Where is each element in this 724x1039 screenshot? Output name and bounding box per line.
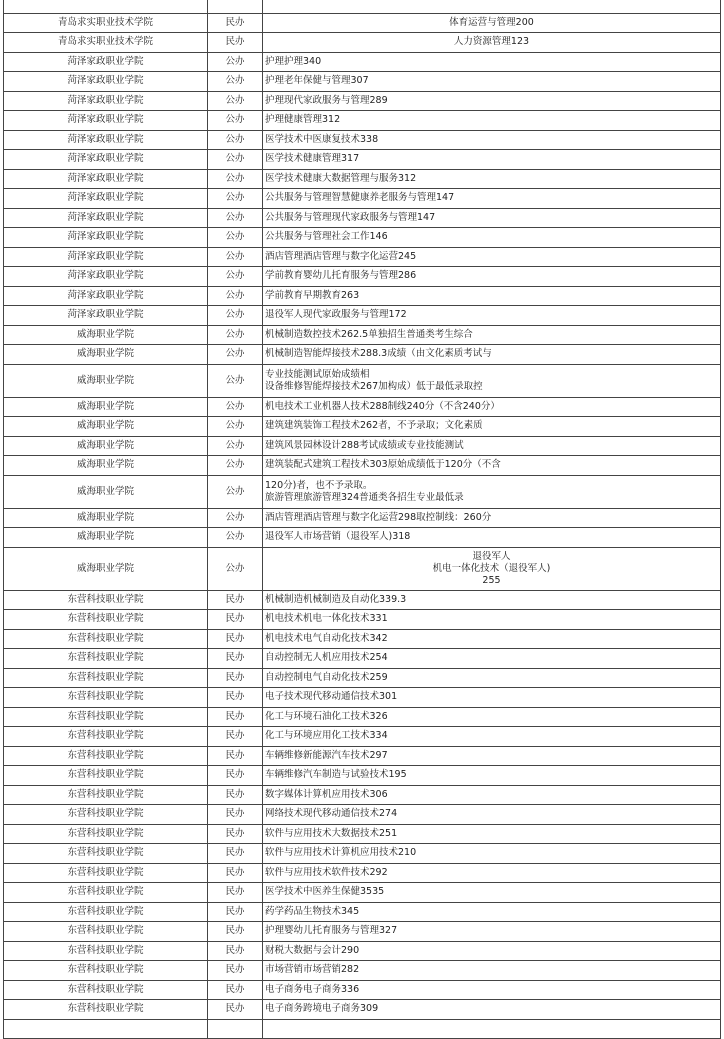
ownership-type-cell: 公办	[208, 547, 263, 590]
table-row	[4, 111, 721, 131]
ownership-type-cell: 民办	[208, 707, 263, 727]
table-row	[4, 922, 721, 942]
major-score-line: 设备维修智能焊接技术267加构成）低于最低录取控	[265, 380, 483, 392]
school-name-cell: 菏泽家政职业学院	[4, 169, 208, 189]
school-name-cell: 东营科技职业学院	[4, 629, 208, 649]
school-name-cell: 威海职业学院	[4, 345, 208, 365]
school-name-cell: 威海职业学院	[4, 325, 208, 345]
ownership-type-cell: 公办	[208, 475, 263, 508]
major-score-line: 旅游管理旅游管理324普通类各招生专业最低录	[265, 491, 464, 503]
school-name-cell: 东营科技职业学院	[4, 590, 208, 610]
admission-scores-table	[3, 0, 721, 1039]
table-row	[4, 649, 721, 669]
table-row	[4, 364, 721, 397]
table-row	[4, 610, 721, 630]
major-score-cell: 护理健康管理312	[263, 111, 721, 131]
school-name-cell: 菏泽家政职业学院	[4, 208, 208, 228]
school-name-cell: 菏泽家政职业学院	[4, 52, 208, 72]
major-score-cell: 电子商务电子商务336	[263, 980, 721, 1000]
table-row	[4, 805, 721, 825]
major-score-cell: 公共服务与管理现代家政服务与管理147	[263, 208, 721, 228]
table-row	[4, 397, 721, 417]
ownership-type-cell: 公办	[208, 364, 263, 397]
ownership-type-cell: 公办	[208, 508, 263, 528]
ownership-type-cell: 公办	[208, 345, 263, 365]
school-name-cell: 东营科技职业学院	[4, 688, 208, 708]
major-score-cell: 护理护理340	[263, 52, 721, 72]
school-name-cell: 东营科技职业学院	[4, 805, 208, 825]
table-row	[4, 228, 721, 248]
ownership-type-cell: 民办	[208, 883, 263, 903]
major-score-cell: 建筑建筑装饰工程技术262者，不予录取；文化素质	[263, 417, 721, 437]
major-score-cell: 财税大数据与会计290	[263, 941, 721, 961]
ownership-type-cell	[208, 1019, 263, 1039]
table-row	[4, 629, 721, 649]
table-row	[4, 902, 721, 922]
table-row	[4, 707, 721, 727]
table-row	[4, 150, 721, 170]
ownership-type-cell: 公办	[208, 528, 263, 548]
table-row	[4, 91, 721, 111]
ownership-type-cell: 民办	[208, 746, 263, 766]
school-name-cell: 东营科技职业学院	[4, 727, 208, 747]
major-score-cell: 车辆维修新能源汽车技术297	[263, 746, 721, 766]
table-row	[4, 727, 721, 747]
ownership-type-cell: 民办	[208, 1000, 263, 1020]
major-score-cell: 医学技术健康大数据管理与服务312	[263, 169, 721, 189]
ownership-type-cell: 公办	[208, 397, 263, 417]
table-row	[4, 1019, 721, 1039]
ownership-type-cell: 公办	[208, 169, 263, 189]
table-row	[4, 325, 721, 345]
major-score-cell: 机械制造机械制造及自动化339.3	[263, 590, 721, 610]
major-score-cell	[263, 0, 721, 13]
major-score-line: 120分)者，也不予录取。	[265, 479, 373, 491]
school-name-cell: 东营科技职业学院	[4, 1000, 208, 1020]
school-name-cell: 东营科技职业学院	[4, 941, 208, 961]
school-name-cell: 东营科技职业学院	[4, 863, 208, 883]
table-row	[4, 746, 721, 766]
school-name-cell: 东营科技职业学院	[4, 883, 208, 903]
ownership-type-cell: 公办	[208, 325, 263, 345]
major-score-cell: 酒店管理酒店管理与数字化运营245	[263, 247, 721, 267]
ownership-type-cell: 公办	[208, 306, 263, 326]
major-score-cell: 市场营销市场营销282	[263, 961, 721, 981]
table-row	[4, 668, 721, 688]
major-score-cell	[263, 364, 721, 397]
school-name-cell	[4, 1019, 208, 1039]
school-name-cell: 青岛求实职业技术学院	[4, 33, 208, 53]
major-score-cell: 护理老年保健与管理307	[263, 72, 721, 92]
school-name-cell: 威海职业学院	[4, 475, 208, 508]
school-name-cell: 菏泽家政职业学院	[4, 228, 208, 248]
ownership-type-cell: 民办	[208, 922, 263, 942]
ownership-type-cell: 公办	[208, 150, 263, 170]
table-row	[4, 590, 721, 610]
major-score-cell: 软件与应用技术大数据技术251	[263, 824, 721, 844]
major-score-cell: 机电技术电气自动化技术342	[263, 629, 721, 649]
school-name-cell: 菏泽家政职业学院	[4, 72, 208, 92]
ownership-type-cell: 民办	[208, 668, 263, 688]
school-name-cell: 菏泽家政职业学院	[4, 91, 208, 111]
table-row	[4, 941, 721, 961]
ownership-type-cell: 公办	[208, 189, 263, 209]
school-name-cell: 东营科技职业学院	[4, 902, 208, 922]
major-score-cell: 建筑装配式建筑工程技术303原始成绩低于120分（不含	[263, 456, 721, 476]
school-name-cell: 东营科技职业学院	[4, 922, 208, 942]
ownership-type-cell: 公办	[208, 111, 263, 131]
school-name-cell: 东营科技职业学院	[4, 668, 208, 688]
school-name-cell: 东营科技职业学院	[4, 707, 208, 727]
major-score-cell	[263, 1019, 721, 1039]
major-score-cell: 药学药品生物技术345	[263, 902, 721, 922]
school-name-cell: 东营科技职业学院	[4, 824, 208, 844]
table-row	[4, 508, 721, 528]
table-row	[4, 72, 721, 92]
major-score-cell: 护理婴幼儿托育服务与管理327	[263, 922, 721, 942]
table-row	[4, 961, 721, 981]
major-score-cell: 学前教育婴幼儿托育服务与管理286	[263, 267, 721, 287]
table-row	[4, 247, 721, 267]
table-row	[4, 189, 721, 209]
table-row	[4, 688, 721, 708]
major-score-cell: 软件与应用技术软件技术292	[263, 863, 721, 883]
major-score-line: 255	[482, 574, 501, 586]
ownership-type-cell: 民办	[208, 902, 263, 922]
table-row	[4, 824, 721, 844]
major-score-cell: 自动控制无人机应用技术254	[263, 649, 721, 669]
major-score-cell: 化工与环境应用化工技术334	[263, 727, 721, 747]
table-row	[4, 456, 721, 476]
school-name-cell: 威海职业学院	[4, 397, 208, 417]
major-score-cell: 医学技术中医养生保健3535	[263, 883, 721, 903]
table-row	[4, 417, 721, 437]
ownership-type-cell: 公办	[208, 130, 263, 150]
school-name-cell: 威海职业学院	[4, 508, 208, 528]
table-row	[4, 130, 721, 150]
ownership-type-cell: 民办	[208, 805, 263, 825]
ownership-type-cell: 民办	[208, 590, 263, 610]
ownership-type-cell: 民办	[208, 688, 263, 708]
school-name-cell: 东营科技职业学院	[4, 785, 208, 805]
table-row	[4, 267, 721, 287]
table-row	[4, 169, 721, 189]
major-score-cell: 机电技术工业机器人技术288制线240分（不含240分）	[263, 397, 721, 417]
major-score-cell: 医学技术中医康复技术338	[263, 130, 721, 150]
ownership-type-cell: 民办	[208, 13, 263, 33]
school-name-cell: 东营科技职业学院	[4, 961, 208, 981]
major-score-cell	[263, 475, 721, 508]
major-score-cell: 酒店管理酒店管理与数字化运营298取控制线：260分	[263, 508, 721, 528]
school-name-cell: 菏泽家政职业学院	[4, 267, 208, 287]
school-name-cell: 菏泽家政职业学院	[4, 130, 208, 150]
ownership-type-cell: 公办	[208, 247, 263, 267]
table-row	[4, 766, 721, 786]
major-score-cell: 软件与应用技术计算机应用技术210	[263, 844, 721, 864]
school-name-cell: 威海职业学院	[4, 364, 208, 397]
ownership-type-cell: 民办	[208, 980, 263, 1000]
ownership-type-cell: 公办	[208, 267, 263, 287]
major-score-cell: 公共服务与管理智慧健康养老服务与管理147	[263, 189, 721, 209]
ownership-type-cell: 民办	[208, 629, 263, 649]
ownership-type-cell: 民办	[208, 844, 263, 864]
major-score-line: 专业技能测试原始成绩相	[265, 368, 370, 380]
ownership-type-cell: 民办	[208, 785, 263, 805]
school-name-cell: 威海职业学院	[4, 436, 208, 456]
major-score-line: 退役军人	[472, 550, 511, 562]
school-name-cell: 威海职业学院	[4, 528, 208, 548]
ownership-type-cell: 民办	[208, 33, 263, 53]
ownership-type-cell: 民办	[208, 649, 263, 669]
major-score-cell: 护理现代家政服务与管理289	[263, 91, 721, 111]
major-score-cell: 电子技术现代移动通信技术301	[263, 688, 721, 708]
ownership-type-cell: 公办	[208, 208, 263, 228]
table-row	[4, 528, 721, 548]
ownership-type-cell: 公办	[208, 91, 263, 111]
school-name-cell: 菏泽家政职业学院	[4, 247, 208, 267]
table-row	[4, 547, 721, 590]
table-row	[4, 33, 721, 53]
major-score-cell: 退役军人市场营销（退役军人)318	[263, 528, 721, 548]
table-row	[4, 13, 721, 33]
ownership-type-cell: 公办	[208, 52, 263, 72]
major-score-cell: 医学技术健康管理317	[263, 150, 721, 170]
table-body	[4, 0, 721, 1039]
school-name-cell: 东营科技职业学院	[4, 980, 208, 1000]
school-name-cell: 威海职业学院	[4, 417, 208, 437]
major-score-line: 机电一体化技术（退役军人)	[432, 562, 551, 574]
major-score-cell	[263, 547, 721, 590]
school-name-cell: 东营科技职业学院	[4, 746, 208, 766]
major-score-cell: 建筑风景园林设计288考试成绩或专业技能测试	[263, 436, 721, 456]
major-score-cell: 数字媒体计算机应用技术306	[263, 785, 721, 805]
table-row	[4, 436, 721, 456]
ownership-type-cell: 公办	[208, 228, 263, 248]
major-score-cell: 体育运营与管理200	[263, 13, 721, 33]
major-score-cell: 自动控制电气自动化技术259	[263, 668, 721, 688]
ownership-type-cell: 民办	[208, 961, 263, 981]
table-row	[4, 208, 721, 228]
ownership-type-cell: 民办	[208, 824, 263, 844]
school-name-cell: 威海职业学院	[4, 547, 208, 590]
school-name-cell: 菏泽家政职业学院	[4, 286, 208, 306]
school-name-cell: 青岛求实职业技术学院	[4, 13, 208, 33]
school-name-cell: 菏泽家政职业学院	[4, 150, 208, 170]
school-name-cell	[4, 0, 208, 13]
major-score-cell: 化工与环境石油化工技术326	[263, 707, 721, 727]
ownership-type-cell: 民办	[208, 766, 263, 786]
table-row	[4, 345, 721, 365]
major-score-cell: 退役军人现代家政服务与管理172	[263, 306, 721, 326]
school-name-cell: 东营科技职业学院	[4, 649, 208, 669]
ownership-type-cell: 公办	[208, 286, 263, 306]
table-row	[4, 52, 721, 72]
major-score-cell: 网络技术现代移动通信技术274	[263, 805, 721, 825]
table-row	[4, 883, 721, 903]
ownership-type-cell: 公办	[208, 72, 263, 92]
table-row	[4, 980, 721, 1000]
ownership-type-cell: 公办	[208, 436, 263, 456]
ownership-type-cell: 民办	[208, 727, 263, 747]
table-row	[4, 306, 721, 326]
major-score-cell: 机电技术机电一体化技术331	[263, 610, 721, 630]
table-row	[4, 0, 721, 13]
school-name-cell: 菏泽家政职业学院	[4, 306, 208, 326]
table-row	[4, 475, 721, 508]
major-score-cell: 公共服务与管理社会工作146	[263, 228, 721, 248]
table-row	[4, 844, 721, 864]
major-score-cell: 车辆维修汽车制造与试验技术195	[263, 766, 721, 786]
ownership-type-cell: 公办	[208, 456, 263, 476]
ownership-type-cell: 民办	[208, 610, 263, 630]
table-row	[4, 785, 721, 805]
major-score-cell: 人力资源管理123	[263, 33, 721, 53]
school-name-cell: 东营科技职业学院	[4, 844, 208, 864]
table-row	[4, 863, 721, 883]
table-row	[4, 1000, 721, 1020]
school-name-cell: 威海职业学院	[4, 456, 208, 476]
ownership-type-cell: 公办	[208, 417, 263, 437]
table-row	[4, 286, 721, 306]
ownership-type-cell	[208, 0, 263, 13]
major-score-cell: 机械制造数控技术262.5单独招生普通类考生综合	[263, 325, 721, 345]
major-score-cell: 电子商务跨境电子商务309	[263, 1000, 721, 1020]
ownership-type-cell: 民办	[208, 863, 263, 883]
school-name-cell: 菏泽家政职业学院	[4, 111, 208, 131]
ownership-type-cell: 民办	[208, 941, 263, 961]
admission-table-page	[3, 0, 720, 1015]
major-score-cell: 学前教育早期教育263	[263, 286, 721, 306]
major-score-cell: 机械制造智能焊接技术288.3成绩（由文化素质考试与	[263, 345, 721, 365]
school-name-cell: 东营科技职业学院	[4, 610, 208, 630]
school-name-cell: 菏泽家政职业学院	[4, 189, 208, 209]
school-name-cell: 东营科技职业学院	[4, 766, 208, 786]
